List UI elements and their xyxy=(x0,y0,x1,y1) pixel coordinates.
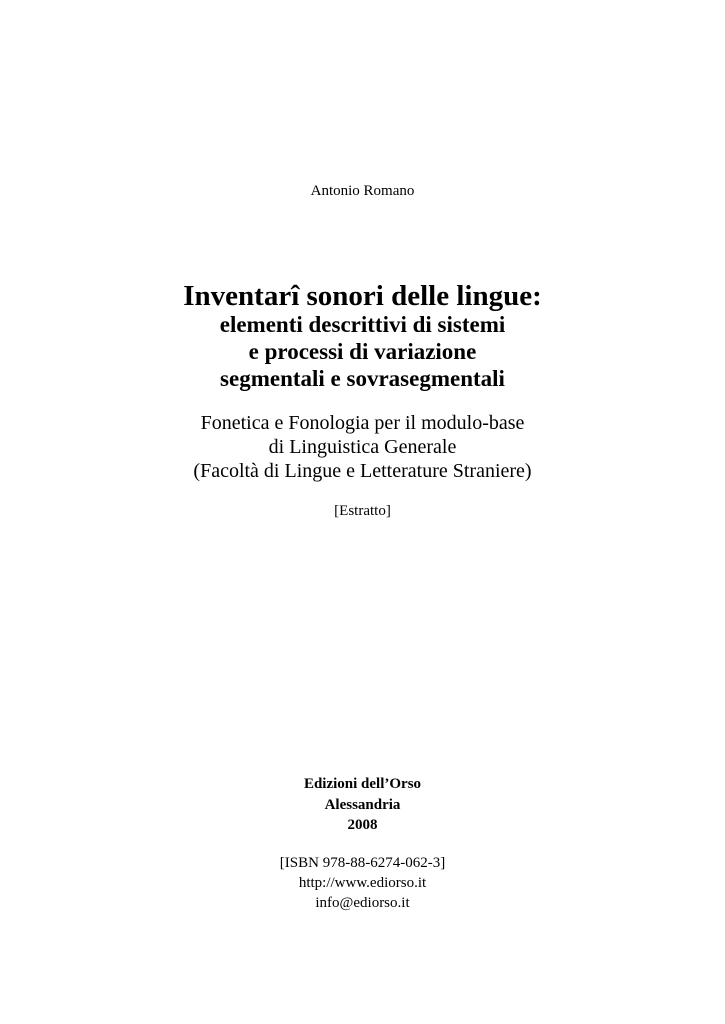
book-subtitle-line-3: segmentali e sovrasegmentali xyxy=(220,366,505,391)
book-title: Inventarî sonori delle lingue: xyxy=(183,280,542,312)
publication-year: 2008 xyxy=(347,817,378,833)
description-line-2: di Linguistica Generale xyxy=(268,436,457,458)
book-subtitle-line-2: e processi di variazione xyxy=(248,339,477,364)
extract-note: [Estratto] xyxy=(334,503,391,519)
book-subtitle-line-1: elementi descrittivi di sistemi xyxy=(219,312,506,337)
author-name: Antonio Romano xyxy=(310,183,415,199)
description-line-3: (Facoltà di Lingue e Letterature Straniere) xyxy=(193,460,532,482)
description-line-1: Fonetica e Fonologia per il modulo-base xyxy=(200,412,525,434)
publisher-city: Alessandria xyxy=(324,797,401,813)
publisher-email: info@ediorso.it xyxy=(315,895,410,911)
publisher-name: Edizioni dell’Orso xyxy=(303,776,422,792)
publisher-website: http://www.ediorso.it xyxy=(298,875,427,891)
isbn: [ISBN 978-88-6274-062-3] xyxy=(279,855,446,871)
